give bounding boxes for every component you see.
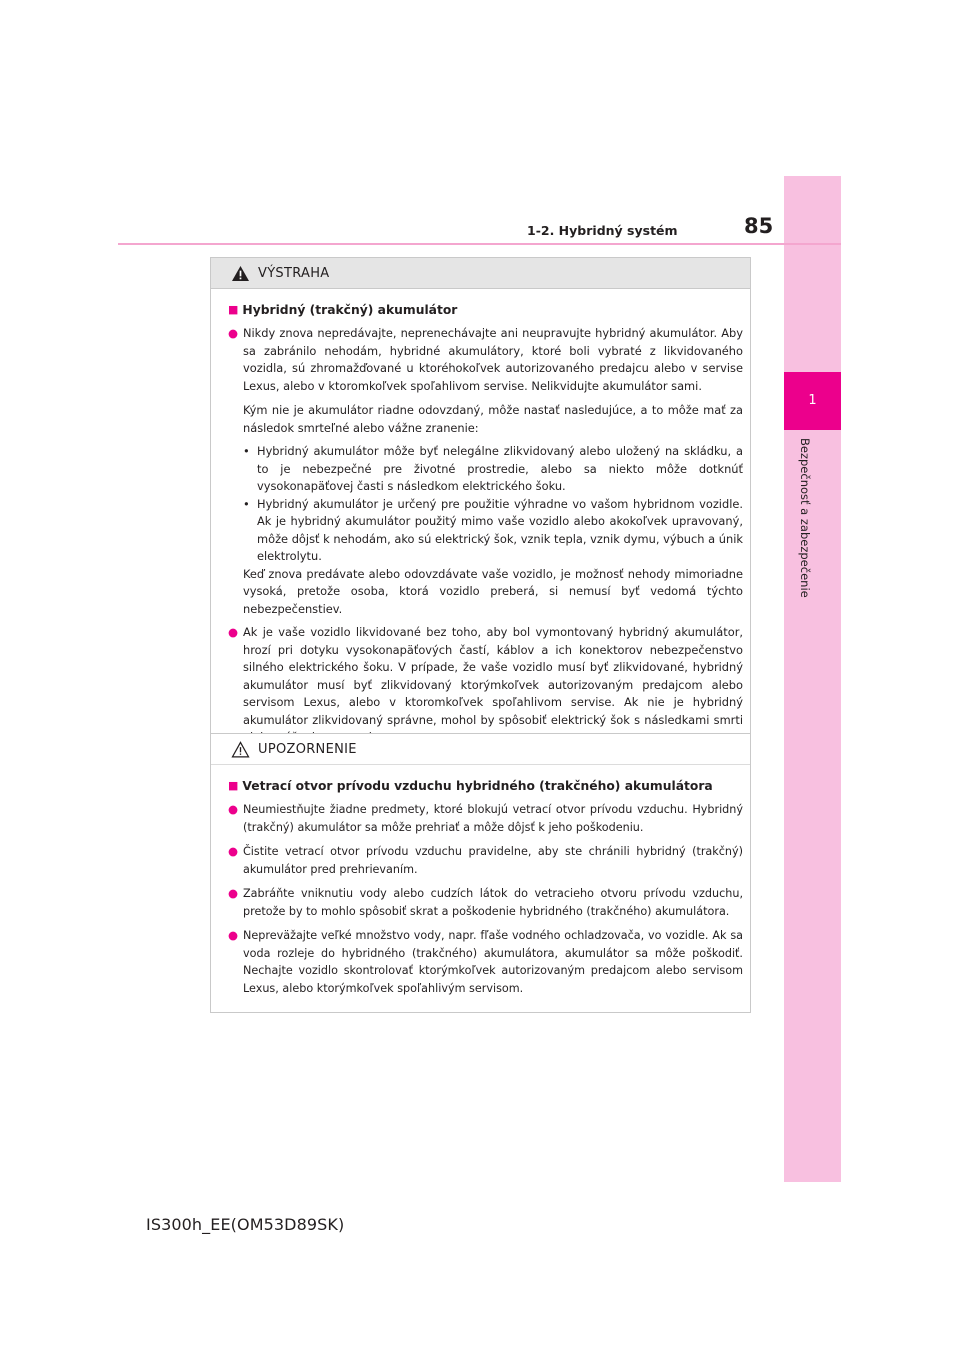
chapter-title: Bezpečnosť a zabezpečenie — [798, 438, 812, 598]
notice-bullet-text: Neumiestňujte žiadne predmety, ktoré blokujú vetrací otvor prívodu vzduchu. Hybridný (trakčný) akumulátor sa môže prehriať a môže dôjsť k jeho poškodeniu. — [243, 803, 743, 834]
page-number: 85 — [744, 214, 774, 238]
notice-bullet — [228, 927, 743, 997]
warning-heading — [228, 303, 743, 317]
notice-bullet — [228, 843, 743, 878]
notice-bullet-text: Čistite vetrací otvor prívodu vzduchu pravidelne, aby ste chránili hybridný (trakčný) akumulátor pred prehrievaním. — [243, 845, 743, 876]
warning-bullet — [228, 325, 743, 395]
square-bullet-icon: ■ — [228, 779, 239, 792]
warning-box — [210, 257, 751, 763]
warning-label: VÝSTRAHA — [258, 265, 330, 281]
header-rule — [118, 243, 841, 245]
dot-bullet-icon: ● — [228, 802, 239, 816]
section-title: 1-2. Hybridný systém — [527, 223, 678, 238]
notice-heading-text: Vetrací otvor prívodu vzduchu hybridného (trakčného) akumulátora — [242, 779, 713, 793]
chapter-number-tab: 1 — [784, 372, 841, 430]
dot-bullet-icon: ● — [228, 625, 239, 639]
notice-bullet — [228, 801, 743, 836]
warning-subitem — [243, 443, 743, 496]
warning-bullet — [228, 624, 743, 747]
square-bullet-icon: ■ — [228, 303, 239, 316]
warning-heading-text: Hybridný (trakčný) akumulátor — [242, 303, 458, 317]
notice-bullet — [228, 885, 743, 920]
dot-bullet-icon: ● — [228, 326, 239, 340]
warning-subitem-text: Hybridný akumulátor môže byť nelegálne zlikvidovaný alebo uložený na skládku, a to je nebezpečné pre životné prostredie, alebo sa niekto môže dotknúť vysokonapäťovej časti s následkom elektrického šoku. — [257, 444, 743, 493]
dot-bullet-icon: ● — [228, 886, 239, 900]
warning-bullet-text: Ak je vaše vozidlo likvidované bez toho, aby bol vymontovaný hybridný akumulátor, hrozí pri dotyku vysokonapäťových častí, káblov a ich konektorov nebezpečenstvo silného elektrického šoku. V prípade, že vaše vozidlo musí byť zlikvidované, hybridný akumulátor musí byť zlikvidovaný ktorýmkoľvek autorizovaným predajcom alebo servisom Lexus, alebo v ktoromkoľvek spoľahlivom servise. Ak nie je hybridný akumulátor zlikvidovaný správne, mohol by spôsobiť elektrický šok s následkami smrti — [243, 625, 743, 727]
warning-subitem-text: Hybridný akumulátor je určený pre použitie výhradne vo vašom hybridnom vozidle. Ak je hybridný akumulátor použitý mimo vaše vozidlo alebo akokoľvek upravovaný, môže dôjsť k nehodám, ako sú elektrický šok, vznik tepla, vznik dymu, výbuch a únik elektrolytu. — [257, 496, 743, 563]
sub-bullet-icon: • — [243, 496, 250, 511]
notice-header — [211, 734, 750, 765]
warning-paragraph: Kým nie je akumulátor riadne odovzdaný, môže nastať nasledujúce, a to môže mať za následok smrteľné alebo vážne zranenie: — [243, 403, 743, 435]
dot-bullet-icon: ● — [228, 844, 239, 858]
warning-body — [211, 289, 750, 762]
notice-heading — [228, 779, 743, 793]
notice-bullet-text: Nepreväžajte veľké množstvo vody, napr. fľaše vodného ochladzovača, vo vozidle. Ak sa voda rozleje do hybridného (trakčného) akumulátora, akumulátor sa môže poškodiť. Nechajte vozidlo skontrolovať ktorýmkoľvek autorizovaným predajcom alebo servisom Lexus, alebo ktorýmkoľvek spoľahlivým servisom. — [243, 929, 743, 995]
warning-bullet-text: Nikdy znova nepredávajte, neprenechávajte ani neupravujte hybridný akumulátor. Aby sa zabránilo nehodám, hybridné akumulátory, ktoré boli vybraté z likvidovaného vozidla, sú zhromažďované u ktoréhokoľvek autorizovaného predajcu alebo v servise Lexus, alebo v ktoromkoľvek spoľahlivom servise. Nelikvidujte akumulátor sami. — [243, 326, 743, 393]
warning-header — [211, 258, 750, 289]
warning-subitem — [243, 496, 743, 566]
model-code-footer: IS300h_EE(OM53D89SK) — [146, 1215, 345, 1234]
chapter-sidebar — [784, 176, 841, 1182]
caution-outline-icon — [231, 741, 250, 758]
warning-triangle-icon — [231, 265, 250, 282]
notice-bullet-text: Zabráňte vniknutiu vody alebo cudzích látok do vetracieho otvoru prívodu vzduchu, pretože by to mohlo spôsobiť skrat a poškodenie hybridného (trakčného) akumulátora. — [243, 887, 743, 918]
notice-body — [211, 765, 750, 1012]
notice-box — [210, 733, 751, 1013]
dot-bullet-icon: ● — [228, 928, 239, 942]
sub-bullet-icon: • — [243, 444, 250, 458]
warning-paragraph: Keď znova predávate alebo odovzdávate vaše vozidlo, je možnosť nehody mimoriadne vysoká, pretože osoba, ktorá vozidlo preberá, si nemusí byť vedomá týchto nebezpečenstiev. — [243, 566, 743, 616]
notice-label: UPOZORNENIE — [258, 741, 357, 757]
